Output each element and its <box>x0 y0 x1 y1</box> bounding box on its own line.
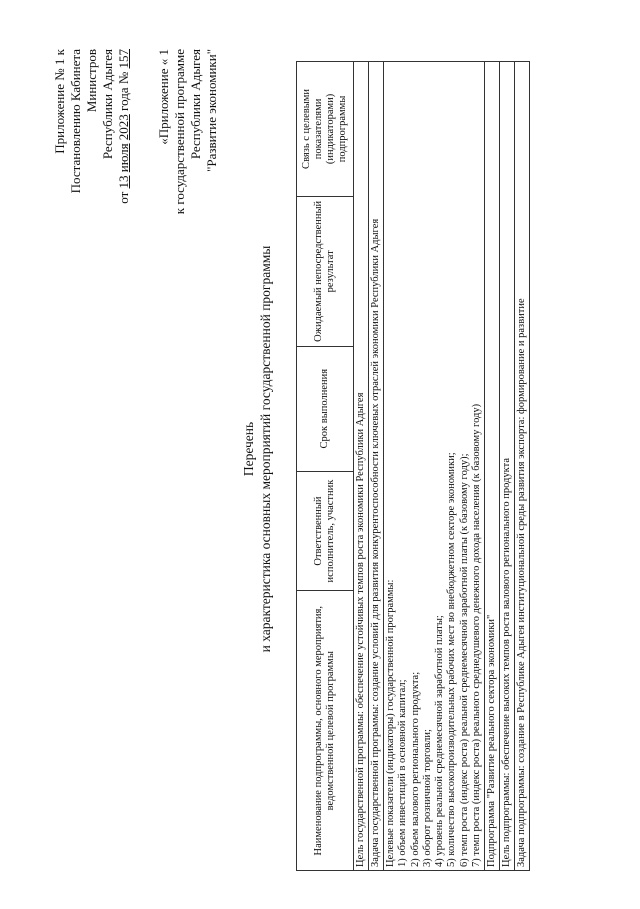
appendix-line: "Развитие экономики" <box>204 49 219 172</box>
header-day: 13 <box>116 175 131 189</box>
header-line: Постановлению Кабинета Министров <box>68 49 99 194</box>
header-number: 157 <box>116 49 131 69</box>
appendix-line: к государственной программе <box>172 49 187 215</box>
column-header: Наименование подпрограммы, основного мероприятия, ведомственной целевой программы <box>297 591 354 871</box>
appendix-header <box>156 49 220 269</box>
table-row: Подпрограмма "Развитие реального сектора экономики" <box>485 62 500 871</box>
indicators-cell: Целевые показатели (индикаторы) государственной программы: 1) объем инвестиций в основной капитал; 2) объем валового регионального продукта; 3) оборот розничной торговли; 4) уровень реальной среднемесячной заработной платы; 5) количество высокопроизводительных рабочих мест во внебюджетном секторе экономики; 6) темп роста (индекс роста) реальной среднемесячной заработной платы (к базовому году); 7) темп роста (индекс роста) реального среднедушевого денежного дохода населения (к базовому году) <box>384 62 485 871</box>
document-title: Перечень и характеристика основных мероприятий государственной программы <box>241 245 273 653</box>
column-header: Связь с целевыми показателями (индикаторами) подпрограммы <box>297 62 354 197</box>
table-header-row <box>297 62 354 871</box>
table-row: Цель государственной программы: обеспечение устойчивых темпов роста экономики Республики Адыгея <box>354 62 369 871</box>
header-year: 2023 <box>116 114 131 141</box>
table-row: Задача подпрограммы: создание в Республике Адыгея институциональной среды развития экспорта: формирование и развитие <box>515 62 530 871</box>
column-header: Ожидаемый непосредственный результат <box>297 196 354 346</box>
header-line: Республики Адыгея <box>100 49 115 160</box>
header-date-line: от 13 июля 2023 года № 157 <box>116 49 131 204</box>
resolution-header <box>52 49 132 259</box>
appendix-line: «Приложение « 1 <box>156 49 171 145</box>
table-row: Цель подпрограммы: обеспечение высоких темпов роста валового регионального продукта <box>500 62 515 871</box>
table-row <box>384 62 485 871</box>
column-header: Ответственный исполнитель, участник <box>297 471 354 591</box>
appendix-line: Республики Адыгея <box>188 49 203 160</box>
header-line: Приложение № 1 к <box>52 49 67 154</box>
header-month: июля <box>116 143 131 173</box>
activities-table <box>296 61 530 871</box>
table-row: Задача государственной программы: создание условий для развития конкурентоспособности ключевых отраслей экономики Республики Адыгея <box>369 62 384 871</box>
column-header: Срок выполнения <box>297 346 354 471</box>
